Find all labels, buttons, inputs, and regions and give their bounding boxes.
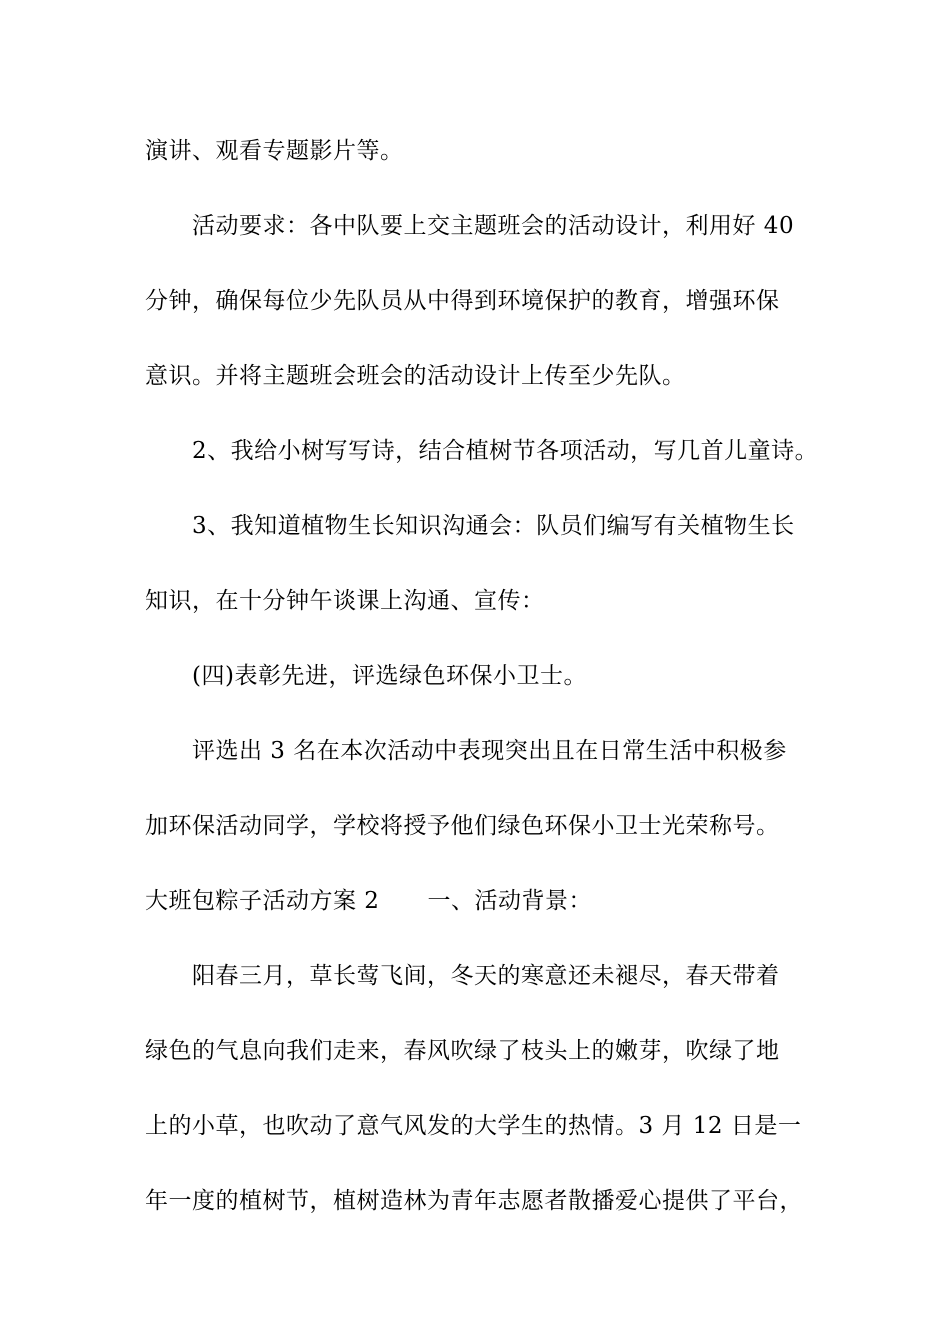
paragraph-line: 活动要求：各中队要上交主题班会的活动设计，利用好 40 (192, 213, 795, 239)
paragraph-line: 绿色的气息向我们走来，春风吹绿了枝头上的嫩芽，吹绿了地 (145, 1038, 780, 1064)
paragraph-line: 3、我知道植物生长知识沟通会：队员们编写有关植物生长 (192, 513, 795, 539)
paragraph-line: 知识，在十分钟午谈课上沟通、宣传： (145, 588, 545, 614)
paragraph-line: 意识。并将主题班会班会的活动设计上传至少先队。 (145, 363, 686, 389)
paragraph-line: 2、我给小树写写诗，结合植树节各项活动，写几首儿童诗。 (192, 438, 819, 464)
paragraph-line: 评选出 3 名在本次活动中表现突出且在日常生活中积极参 (192, 738, 787, 764)
paragraph-line: (四)表彰先进，评选绿色环保小卫士。 (192, 663, 587, 689)
paragraph-line: 演讲、观看专题影片等。 (145, 138, 404, 164)
paragraph-line: 年一度的植树节，植树造林为青年志愿者散播爱心提供了平台， (145, 1188, 803, 1214)
section-heading: 一、活动背景： (427, 888, 592, 914)
paragraph-line: 分钟，确保每位少先队员从中得到环境保护的教育，增强环保 (145, 288, 780, 314)
paragraph-line: 上的小草，也吹动了意气风发的大学生的热情。3 月 12 日是一 (145, 1113, 802, 1139)
paragraph-line: 加环保活动同学，学校将授予他们绿色环保小卫士光荣称号。 (145, 813, 780, 839)
document-title: 大班包粽子活动方案 2 (145, 888, 380, 914)
section-heading-line (145, 886, 845, 916)
paragraph-line: 阳春三月，草长莺飞间，冬天的寒意还未褪尽，春天带着 (192, 963, 780, 989)
